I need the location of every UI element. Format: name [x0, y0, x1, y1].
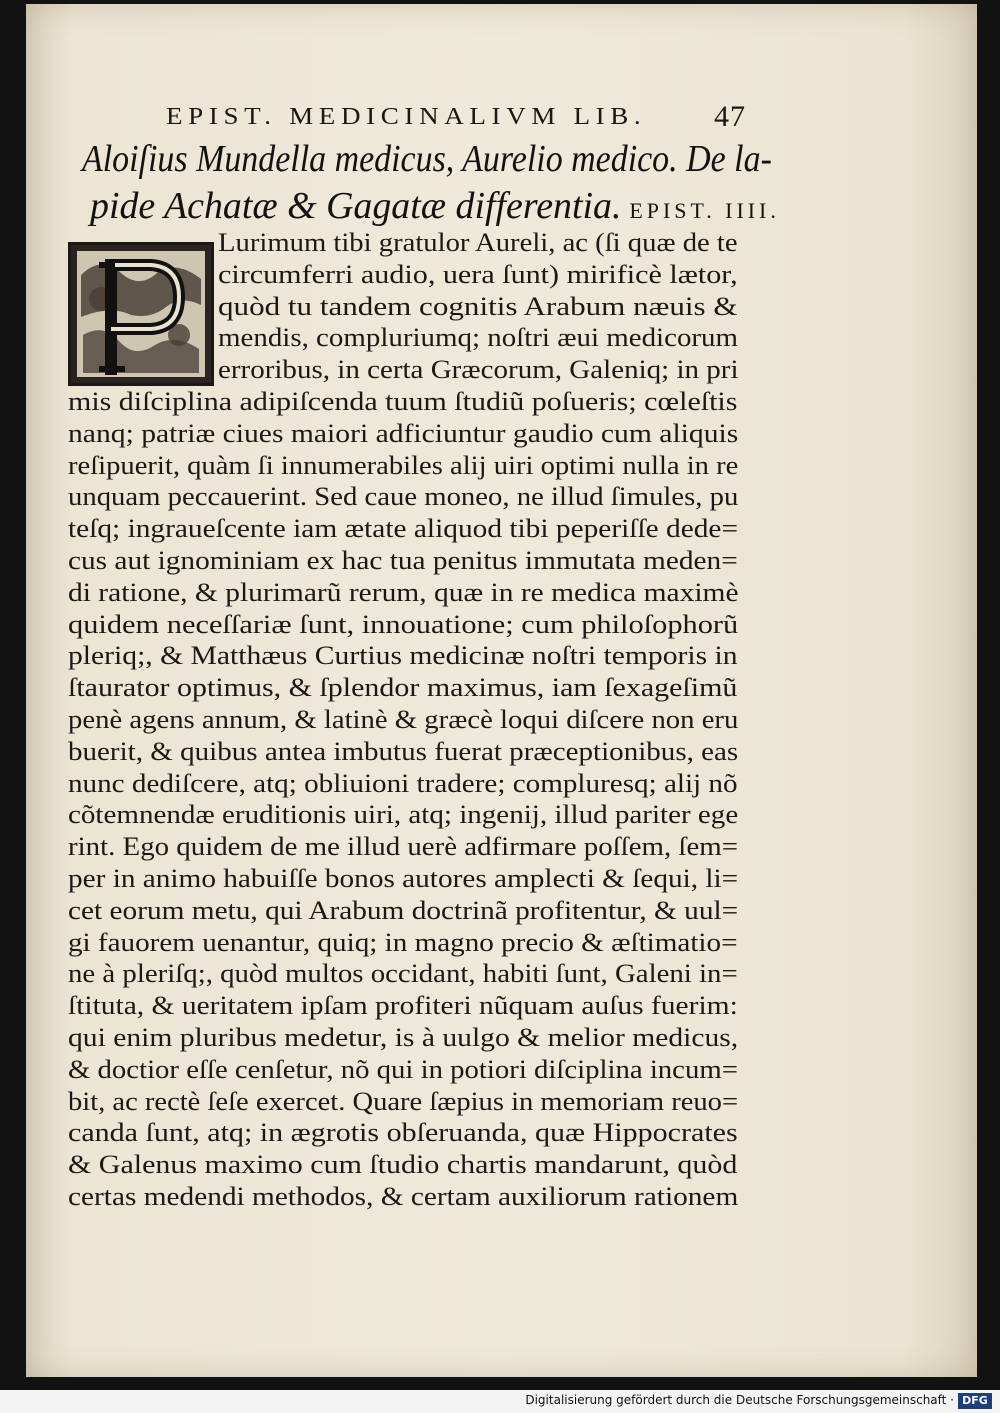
text-line: cõtemnendæ eruditionis uiri, atq; ingenij, illud pariter ege — [68, 800, 739, 830]
text-line: pleriq;, & Matthæus Curtius medicinæ noſtri temporis in — [68, 641, 738, 671]
text-line: quòd tu tandem cognitis Arabum næuis & — [218, 291, 738, 321]
text-line: penè agens annum, & latinè & græcè loqui diſcere non eru — [68, 705, 739, 734]
text-line: circumferri audio, uera ſunt) mirificè lætor, — [218, 259, 738, 289]
text-line: per in animo habuiſſe bonos autores amplecti & ſequi, li= — [68, 864, 739, 893]
dfg-logo-icon: DFG — [958, 1393, 992, 1409]
text-line: canda ſunt, atq; in ægrotis obſeruanda, quæ Hippocrates — [68, 1118, 738, 1148]
page-number: 47 — [714, 100, 746, 133]
epistle-number: EPIST. IIII. — [629, 198, 780, 223]
text-line: & doctior eſſe cenſetur, nõ qui in potiori diſciplina incum= — [68, 1054, 738, 1084]
text-line: nunc dediſcere, atq; obliuioni tradere; compluresq; alij nõ — [68, 768, 738, 798]
text-line: cet eorum metu, qui Arabum doctrinã profitentur, & uul= — [68, 895, 739, 925]
text-line: ſtituta, & ueritatem ipſam profiteri nũquam auſus fuerim: — [68, 991, 738, 1021]
text-line: unquam peccauerint. Sed caue moneo, ne illud ſimules, pu — [68, 482, 739, 512]
text-line: reſipuerit, quàm ſi innumerabiles alij uiri optimi nulla in re — [68, 450, 739, 480]
text-line: mendis, compluriumq; noſtri æui medicorum — [218, 323, 739, 353]
text-line: bit, ac rectè ſeſe exercet. Quare ſæpius in memoriam reuo= — [68, 1086, 739, 1116]
text-line: ne à pleriſq;, quòd multos occidant, habiti ſunt, Galeni in= — [68, 959, 738, 989]
text-line: nanq; patriæ ciues maiori adficiuntur gaudio cum aliquis — [68, 418, 739, 448]
footer-bar — [0, 1390, 1000, 1413]
text-line: & Galenus maximo cum ſtudio chartis mandarunt, quòd — [68, 1150, 738, 1180]
text-line: qui enim pluribus medetur, is à uulgo & melior medicus, — [68, 1023, 739, 1052]
text-line: mis diſciplina adipiſcenda tuum ſtudiũ poſueris; cœleſtis — [68, 387, 738, 416]
text-line: ſtaurator optimus, & ſplendor maximus, iam ſexageſimũ — [68, 673, 738, 703]
text-line: di ratione, & plurimarũ rerum, quæ in re medica maximè — [68, 577, 739, 607]
heading-line-1: Aloiſius Mundella medicus, Aurelio medico. De la- — [82, 138, 772, 180]
text-line: certas medendi methodos, & certam auxiliorum rationem — [68, 1182, 739, 1211]
text-line: buerit, & quibus antea imbutus fuerat præceptionibus, eas — [68, 736, 739, 766]
text-line: cus aut ignominiam ex hac tua penitus immutata meden= — [68, 546, 738, 575]
running-head — [166, 100, 746, 138]
woodcut-initial-svg — [71, 245, 211, 383]
text-line: quidem neceſſariæ ſunt, innouatione; cum philoſophorũ — [68, 609, 739, 639]
running-title: EPIST. MEDICINALIVM LIB. — [166, 104, 647, 130]
heading-line-2 — [90, 183, 780, 234]
text-line: gi fauorem uenantur, quiq; in magno precio & æſtimatio= — [68, 927, 738, 957]
funding-credit: Digitalisierung gefördert durch die Deutsche Forschungsgemeinschaft · — [525, 1393, 954, 1407]
woodcut-initial-P-icon — [68, 242, 214, 386]
book-page — [26, 4, 977, 1377]
text-line: Lurimum tibi gratulor Aureli, ac (ſi quæ de te — [218, 228, 738, 257]
text-line: teſq; ingraueſcente iam ætate aliquod tibi peperiſſe dede= — [68, 514, 739, 544]
text-line: erroribus, in certa Græcorum, Galeniq; in pri — [218, 355, 739, 385]
heading-line-2-text: pide Achatæ & Gagatæ differentia. — [90, 185, 622, 227]
text-line: rint. Ego quidem de me illud uerè adfirmare poſſem, ſem= — [68, 832, 739, 862]
